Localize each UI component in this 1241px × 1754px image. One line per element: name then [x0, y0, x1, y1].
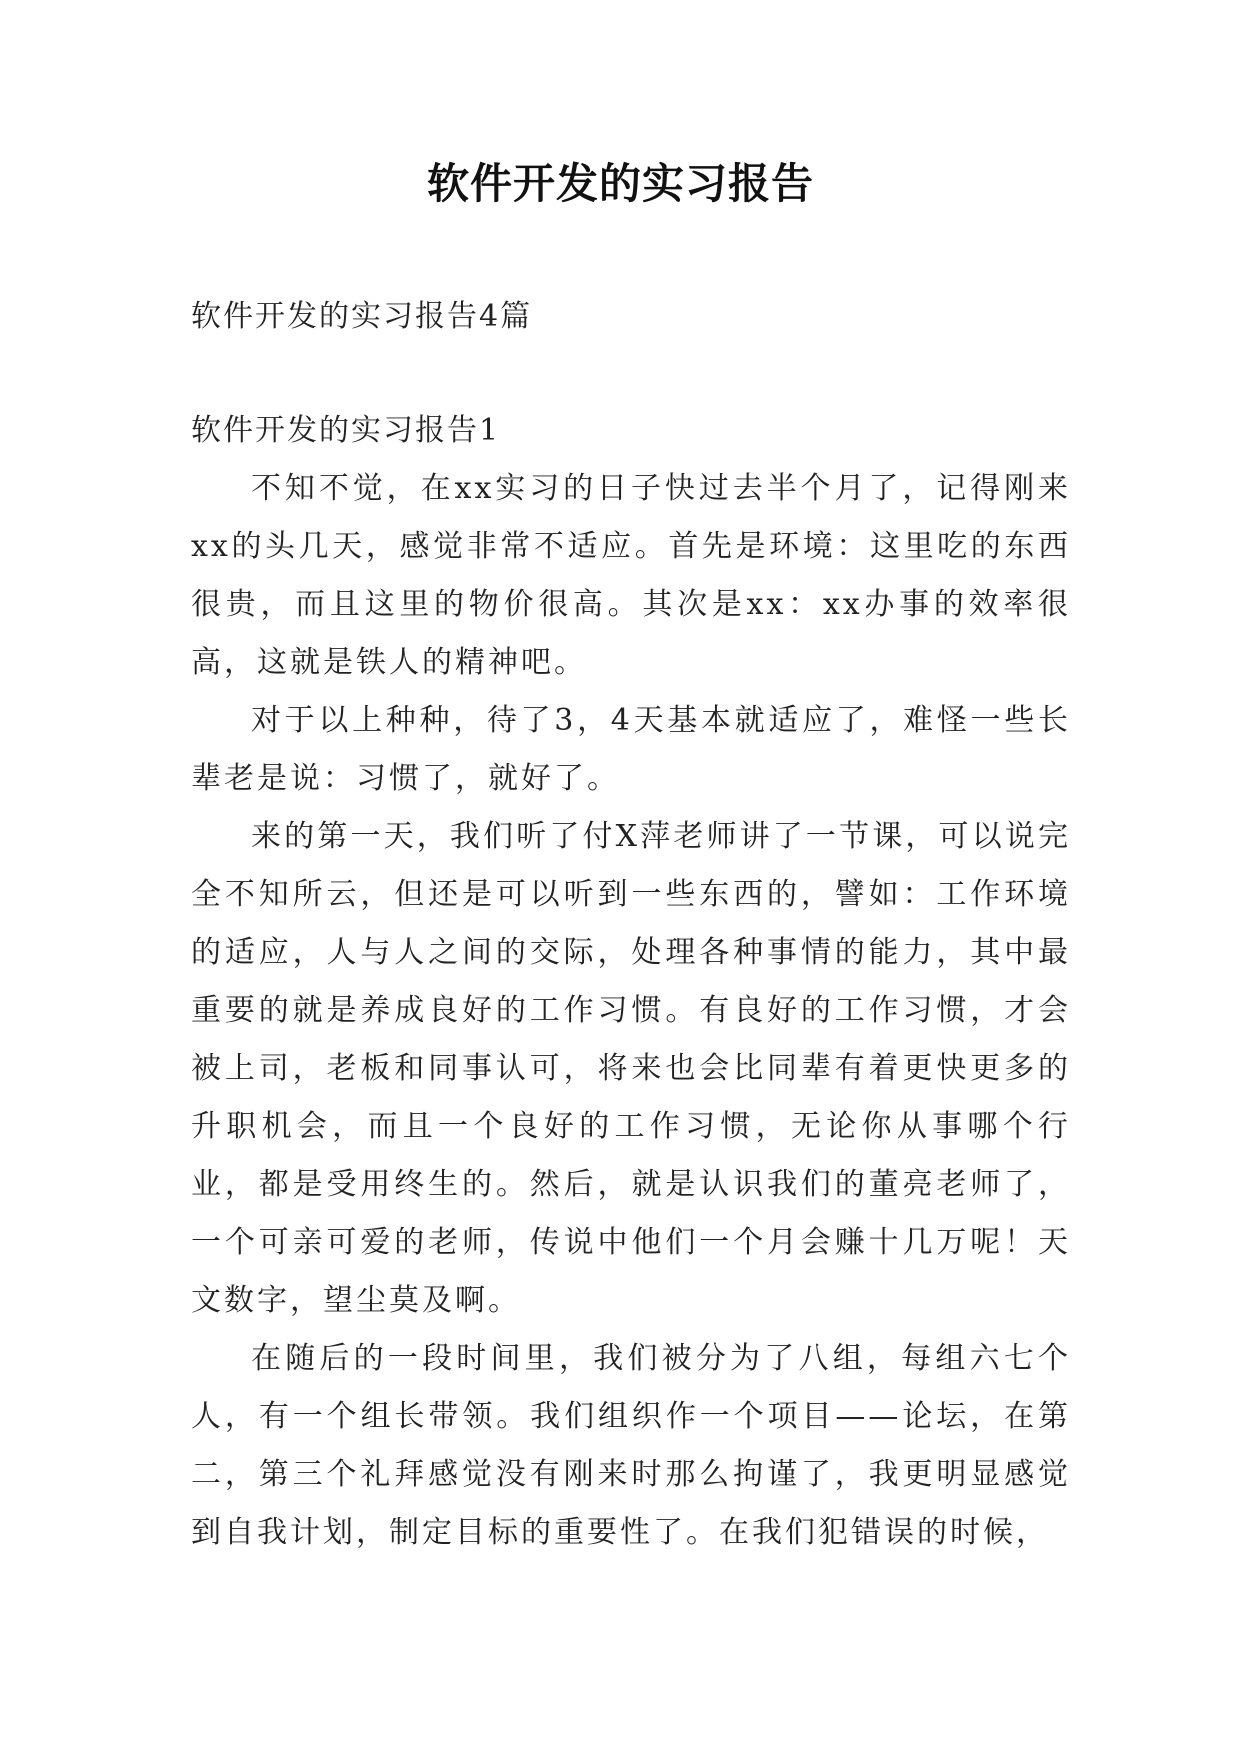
document-title: 软件开发的实习报告 — [426, 159, 814, 208]
section-heading: 软件开发的实习报告1 — [191, 413, 501, 448]
document-subtitle: 软件开发的实习报告4篇 — [191, 299, 533, 334]
paragraph: 来的第一天，我们听了付X萍老师讲了一节课，可以说完全不知所云，但还是可以听到一些东西的，譬如：工作环境的适应，人与人之间的交际，处理各种事情的能力，其中最重要的就是养成良好的工作习惯。有良好的工作习惯，才会被上司，老板和同事认可，将来也会比同辈有着更快更多的升职机会，而且一个良好的工作习惯，无论你从事哪个行业，都是受用终生的。然后，就是认识我们的董亮老师了，一个可亲可爱的老师，传说中他们一个月会赚十几万呢！天文数字，望尘莫及啊。 — [191, 819, 1071, 1318]
paragraph: 对于以上种种，待了3，4天基本就适应了，难怪一些长辈老是说：习惯了，就好了。 — [191, 703, 1071, 796]
paragraph: 在随后的一段时间里，我们被分为了八组，每组六七个人，有一个组长带领。我们组织作一个项目——论坛，在第二，第三个礼拜感觉没有刚来时那么拘谨了，我更明显感觉到自我计划，制定目标的重要性了。在我们犯错误的时候， — [191, 1341, 1071, 1550]
document-body — [191, 460, 1071, 1562]
paragraph: 不知不觉，在xx实习的日子快过去半个月了，记得刚来xx的头几天，感觉非常不适应。首先是环境：这里吃的东西很贵，而且这里的物价很高。其次是xx：xx办事的效率很高，这就是铁人的精神吧。 — [191, 471, 1071, 680]
